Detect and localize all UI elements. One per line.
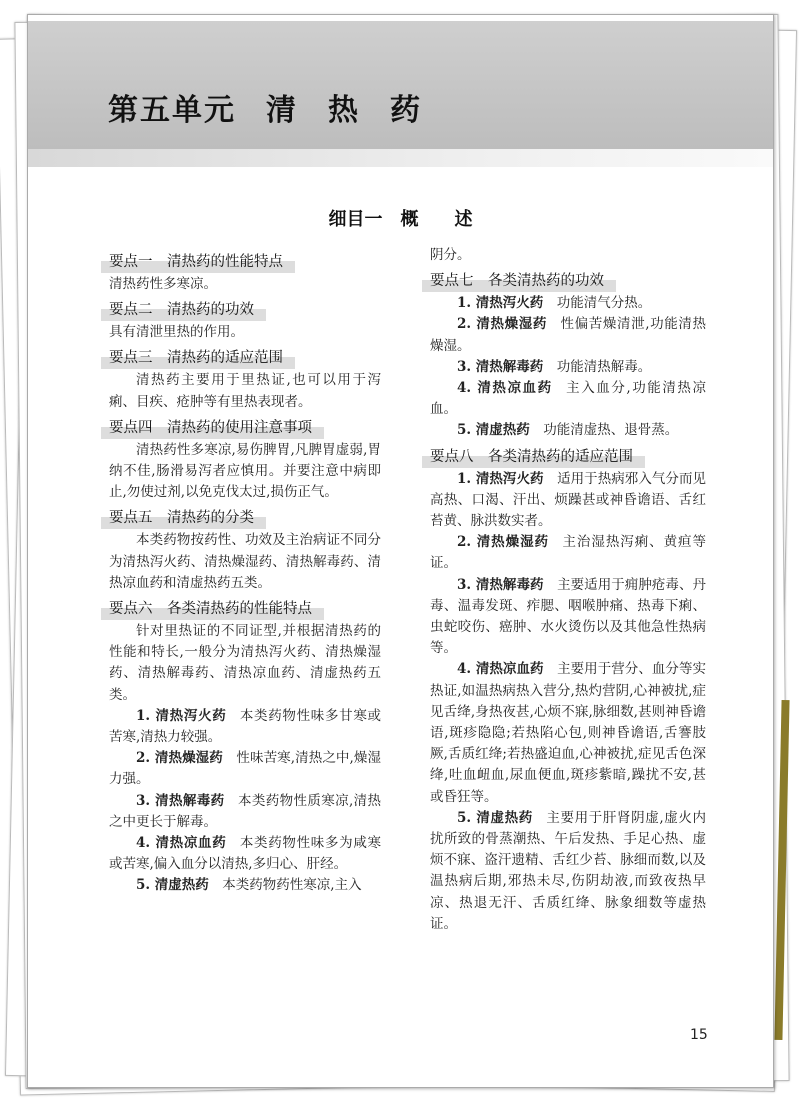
unit-title-char: 热	[328, 93, 360, 128]
key-point-heading: 要点七 各类清热药的功效	[422, 270, 616, 292]
item-label: 2. 清热燥湿药	[457, 316, 548, 333]
item-label: 3. 清热解毒药	[457, 358, 544, 375]
paragraph: 具有清泄里热的作用。	[109, 324, 244, 341]
unit-title-char: 药	[390, 93, 422, 128]
list-item	[430, 420, 706, 441]
list-item	[430, 378, 706, 420]
list-item	[109, 833, 381, 875]
list-item	[109, 875, 381, 896]
item-text: 功能清气分热。	[556, 295, 652, 312]
item-text: 性味苦寒,清热之中,燥湿力强。	[109, 750, 381, 788]
item-text: 主要用于营分、血分等实热证,如温热病热入营分,热灼营阴,心神被扰,症见舌绛,身热夜甚,心烦不寐,脉细数,甚则神昏谵语,斑疹隐隐;若热陷心包,则神昏谵语,舌謇肢厥,舌质红绛;若热盛迫血,心神被扰,症见舌色深绛,吐血衄血,尿血便血,斑疹紫暗,躁扰不安,甚或昏狂等。	[430, 661, 707, 805]
key-point-heading: 要点五 清热药的分类	[101, 507, 266, 529]
item-label: 5. 清虚热药	[457, 422, 530, 439]
item-text: 主要适用于痈肿疮毒、丹毒、温毒发斑、痄腮、咽喉肿痛、热毒下痢、虫蛇咬伤、癌肿、水火烫伤以及其他急性热病等。	[430, 576, 707, 657]
list-item	[109, 748, 381, 790]
item-label: 3. 清热解毒药	[457, 576, 544, 593]
unit-title-number: 第五单元	[108, 93, 236, 128]
right-column	[430, 245, 706, 935]
key-point-heading: 要点三 清热药的适应范围	[101, 347, 295, 369]
paragraph: 本类药物按药性、功效及主治病证不同分为清热泻火药、清热燥湿药、清热解毒药、清热凉血药和清虚热药五类。	[109, 532, 381, 591]
book-page	[27, 14, 774, 1088]
item-label: 1. 清热泻火药	[136, 707, 227, 724]
key-point-heading: 要点四 清热药的使用注意事项	[101, 417, 324, 439]
item-label: 5. 清虚热药	[457, 809, 533, 826]
item-text: 本类药物性味多为咸寒或苦寒,偏入血分以清热,多归心、肝经。	[109, 835, 381, 873]
section-title: 细目一 概 述	[328, 209, 473, 230]
item-label: 4. 清热凉血药	[457, 661, 544, 678]
paragraph: 清热药性多寒凉。	[109, 276, 217, 292]
list-item	[430, 532, 706, 574]
item-label: 1. 清热泻火药	[457, 295, 544, 312]
item-label: 5. 清虚热药	[136, 877, 209, 894]
paragraph: 清热药性多寒凉,易伤脾胃,凡脾胃虚弱,胃纳不佳,肠滑易泻者应慎用。并要注意中病即止,勿使过剂,以免克伐太过,损伤正气。	[109, 441, 381, 501]
item-text: 主治湿热泻痢、黄疸等证。	[430, 534, 707, 572]
list-item	[430, 659, 706, 807]
left-column	[109, 247, 381, 897]
key-point-heading: 要点二 清热药的功效	[101, 299, 266, 321]
item-text: 本类药物性味多甘寒或苦寒,清热力较强。	[109, 707, 381, 746]
item-text: 性偏苦燥清泄,功能清热燥湿。	[430, 316, 706, 354]
list-item	[430, 314, 706, 356]
paragraph: 阴分。	[430, 247, 471, 263]
item-label: 1. 清热泻火药	[457, 470, 544, 487]
unit-title	[108, 85, 422, 129]
item-text: 适用于热病邪入气分而见高热、口渴、汗出、烦躁甚或神昏谵语、舌红苔黄、脉洪数实者。	[430, 470, 707, 530]
list-item	[430, 357, 706, 378]
key-point-heading: 要点六 各类清热药的性能特点	[101, 598, 324, 620]
list-item	[430, 469, 706, 533]
key-point-heading: 要点一 清热药的性能特点	[101, 251, 295, 273]
list-item	[109, 791, 381, 833]
list-item	[430, 293, 706, 314]
item-label: 4. 清热凉血药	[457, 380, 553, 397]
item-text: 本类药物药性寒凉,主入	[222, 877, 362, 894]
paragraph: 针对里热证的不同证型,并根据清热药的性能和特长,一般分为清热泻火药、清热燥湿药、清热解毒药、清热凉血药、清虚热药五类。	[109, 623, 381, 703]
item-text: 本类药物性质寒凉,清热之中更长于解毒。	[109, 792, 381, 830]
item-label: 2. 清热燥湿药	[136, 750, 223, 767]
item-label: 2. 清热燥湿药	[457, 534, 549, 551]
item-label: 4. 清热凉血药	[136, 835, 227, 852]
item-text: 主要用于肝肾阴虚,虚火内扰所致的骨蒸潮热、午后发热、手足心热、虚烦不寐、盗汗遗精、舌红少苔、脉细而数,以及温热病后期,邪热未尽,伤阴劫液,而致夜热早凉、热退无汗、舌质红绛、脉象细数等虚热证。	[430, 809, 706, 932]
item-text: 主入血分,功能清热凉血。	[430, 380, 706, 418]
item-text: 功能清虚热、退骨蒸。	[543, 422, 679, 439]
header-stripe	[28, 149, 773, 167]
list-item	[430, 575, 706, 660]
item-label: 3. 清热解毒药	[136, 792, 225, 809]
paragraph: 清热药主要用于里热证,也可以用于泻痢、目疾、疮肿等有里热表现者。	[109, 372, 381, 410]
unit-title-char: 清	[266, 93, 298, 128]
page-number: 15	[690, 1027, 708, 1043]
list-item	[109, 706, 381, 748]
item-text: 功能清热解毒。	[556, 358, 652, 375]
list-item	[430, 808, 706, 935]
key-point-heading: 要点八 各类清热药的适应范围	[422, 446, 645, 468]
